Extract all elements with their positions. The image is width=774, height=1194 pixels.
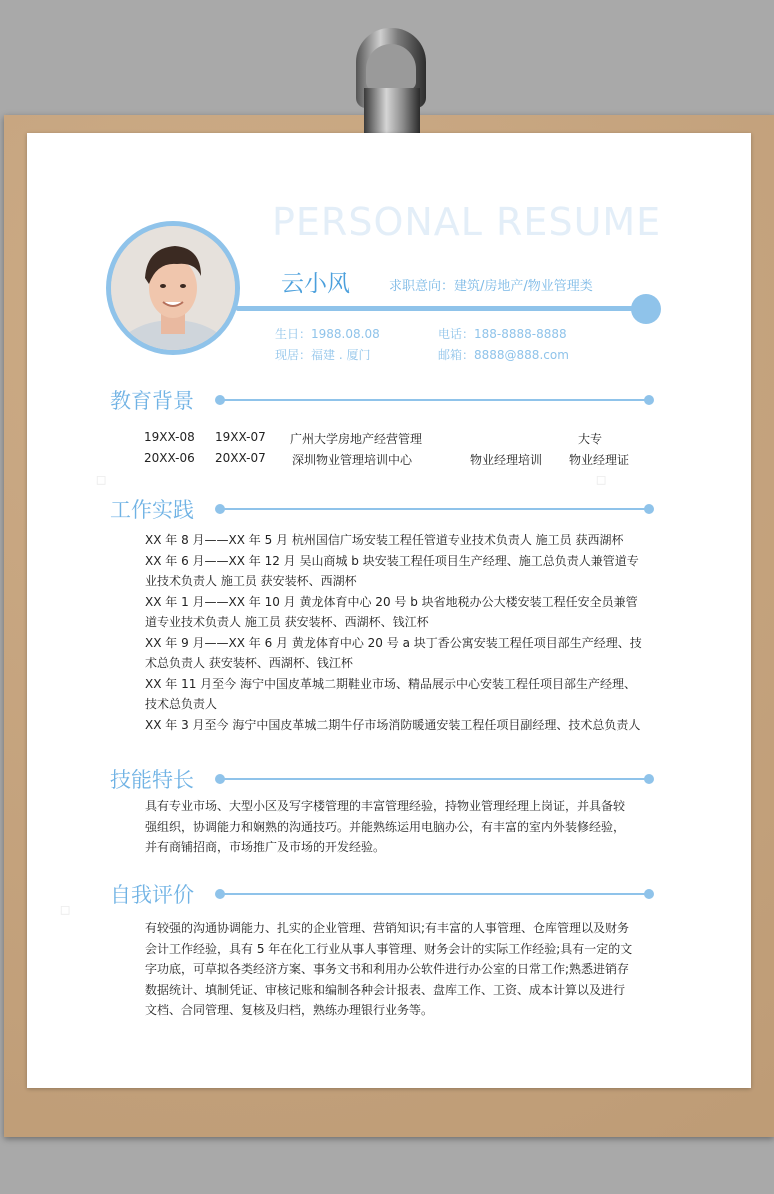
section-line-dot — [644, 774, 654, 784]
avatar — [106, 221, 240, 355]
self-evaluation-line: 数据统计、填制凭证、审核记账和编制各种会计报表、盘库工作、工资、成本计算以及进行 — [145, 982, 626, 997]
self-evaluation-title: 自我评价 — [110, 883, 194, 907]
work-title: 工作实践 — [110, 498, 194, 522]
edu-degree: 物业经理证 — [569, 453, 630, 467]
self-evaluation-line: 会计工作经验，具有 5 年在化工行业从事人事管理、财务会计的实际工作经验;具有一定的文 — [145, 941, 633, 956]
watermark-mark: ◇ — [591, 468, 614, 491]
work-line: 技术总负责人 — [145, 697, 218, 711]
watermark-title: PERSONAL RESUME — [272, 200, 662, 244]
email-address: 邮箱：8888@888.com — [438, 348, 569, 362]
work-line: XX 年 11 月至今 海宁中国皮革城二期鞋业市场、精品展示中心安装工程任项目部生产经理、 — [145, 676, 636, 691]
section-line-dot — [644, 504, 654, 514]
applicant-name: 云小风 — [281, 271, 350, 297]
clip-ring-hole — [366, 44, 416, 90]
work-experience-list — [145, 530, 655, 735]
section-line — [219, 778, 647, 780]
self-evaluation-line: 有较强的沟通协调能力、扎实的企业管理、营销知识;有丰富的人事管理、仓库管理以及财务 — [145, 921, 630, 935]
watermark-mark: ◇ — [55, 898, 78, 921]
work-line: XX 年 3 月至今 海宁中国皮革城二期牛仔市场消防暖通安装工程任项目副经理、技术总负责人 — [145, 717, 641, 732]
job-objective: 求职意向：建筑/房地产/物业管理类 — [389, 279, 593, 294]
skills-title: 技能特长 — [110, 768, 194, 792]
skills-line: 并有商铺招商，市场推广及市场的开发经验。 — [145, 840, 386, 854]
self-evaluation-text — [145, 918, 655, 1021]
work-line: XX 年 1 月——XX 年 10 月 黄龙体育中心 20 号 b 块省地税办公大楼安装工程任安全员兼管 — [145, 594, 638, 609]
edu-start: 20XX-06 — [144, 451, 195, 465]
birth-date: 生日：1988.08.08 — [275, 327, 380, 341]
education-title: 教育背景 — [110, 389, 194, 413]
header-divider — [236, 306, 640, 311]
phone-number: 电话：188-8888-8888 — [438, 327, 567, 341]
work-line: 术总负责人 获安装杯、西湖杯、钱江杯 — [145, 656, 353, 670]
edu-school: 广州大学房地产经营管理 — [290, 432, 423, 446]
work-line: 业技术负责人 施工员 获安装杯、西湖杯 — [145, 574, 357, 588]
section-line-dot — [644, 889, 654, 899]
skills-line: 强组织，协调能力和娴熟的沟通技巧。并能熟练运用电脑办公，有丰富的室内外装修经验， — [145, 819, 626, 834]
section-line — [219, 399, 647, 401]
header-divider-dot — [631, 294, 661, 324]
work-line: XX 年 8 月——XX 年 5 月 杭州国信广场安装工程任管道专业技术负责人 施工员 获西湖杯 — [145, 533, 624, 547]
edu-end: 20XX-07 — [215, 451, 266, 465]
edu-program: 物业经理培训 — [470, 453, 543, 467]
self-evaluation-line: 字功底，可草拟各类经济方案、事务文书和利用办公软件进行办公室的日常工作;熟悉进销存 — [145, 962, 630, 976]
person-photo-icon — [111, 226, 235, 350]
watermark-mark: ◇ — [91, 468, 114, 491]
work-line: 道专业技术负责人 施工员 获安装杯、西湖杯、钱江杯 — [145, 615, 429, 629]
section-line-dot — [644, 395, 654, 405]
section-line — [219, 508, 647, 510]
skills-text — [145, 796, 655, 858]
edu-school: 深圳物业管理培训中心 — [292, 453, 413, 467]
edu-degree: 大专 — [578, 432, 603, 446]
work-line: XX 年 9 月——XX 年 6 月 黄龙体育中心 20 号 a 块丁香公寓安装工程任项目部生产经理、技 — [145, 635, 642, 650]
edu-end: 19XX-07 — [215, 430, 266, 444]
work-line: XX 年 6 月——XX 年 12 月 吴山商城 b 块安装工程任项目生产经理、施工总负责人兼管道专 — [145, 553, 639, 568]
residence: 现居：福建 . 厦门 — [275, 348, 371, 362]
edu-start: 19XX-08 — [144, 430, 195, 444]
section-line — [219, 893, 647, 895]
skills-line: 具有专业市场、大型小区及写字楼管理的丰富管理经验，持物业管理经理上岗证，并具备较 — [145, 799, 626, 813]
self-evaluation-line: 文档、合同管理、复核及归档，熟练办理银行业务等。 — [145, 1003, 434, 1017]
